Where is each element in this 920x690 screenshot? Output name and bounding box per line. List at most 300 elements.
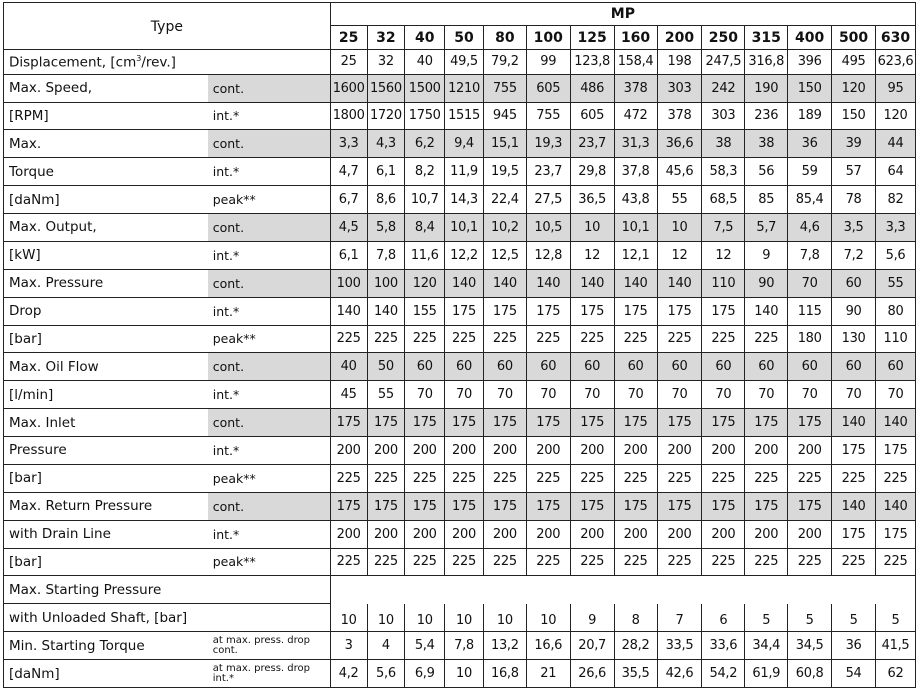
- value-cell: 316,8: [745, 50, 788, 75]
- value-cell: 200: [657, 437, 702, 465]
- value-cell: 3,3: [330, 130, 367, 158]
- value-cell: 4,6: [788, 214, 832, 242]
- value-cell: 225: [526, 464, 570, 492]
- value-cell: 38: [702, 130, 745, 158]
- value-cell: 175: [702, 297, 745, 325]
- value-cell: 175: [702, 492, 745, 520]
- value-cell: 13,2: [483, 632, 526, 660]
- size-header-cell: 100: [526, 26, 570, 50]
- value-cell: 7: [657, 604, 702, 632]
- size-header-cell: 80: [483, 26, 526, 50]
- value-cell: 225: [876, 464, 916, 492]
- value-cell: 200: [570, 437, 614, 465]
- table-row: [4, 604, 916, 632]
- value-cell: 225: [330, 325, 367, 353]
- value-cell: 5: [876, 604, 916, 632]
- value-cell: 5,4: [405, 632, 445, 660]
- row-label: Max. Return Pressure: [4, 492, 208, 520]
- value-cell: 23,7: [526, 158, 570, 186]
- value-cell: 78: [832, 186, 876, 214]
- value-cell: 1515: [445, 102, 484, 130]
- size-header-cell: 500: [832, 26, 876, 50]
- value-cell: 150: [832, 102, 876, 130]
- label-text: /rev.]: [141, 54, 176, 71]
- value-cell: 225: [445, 325, 484, 353]
- series-header: MP: [330, 3, 915, 26]
- value-cell: 225: [832, 464, 876, 492]
- value-cell: 10: [483, 604, 526, 632]
- value-cell: 70: [526, 381, 570, 409]
- value-cell: 12,8: [526, 241, 570, 269]
- value-cell: 44: [876, 130, 916, 158]
- row-label: [kW]: [4, 241, 208, 269]
- value-cell: 43,8: [614, 186, 657, 214]
- value-cell: 70: [570, 381, 614, 409]
- table-row: [4, 214, 916, 242]
- value-cell: 45,6: [657, 158, 702, 186]
- value-cell: 62: [876, 660, 916, 688]
- value-cell: 225: [745, 464, 788, 492]
- value-cell: 54,2: [702, 660, 745, 688]
- value-cell: 200: [614, 520, 657, 548]
- row-sublabel: peak**: [208, 548, 331, 576]
- table-row: [4, 548, 916, 576]
- value-cell: 5: [745, 604, 788, 632]
- value-cell: 755: [526, 102, 570, 130]
- value-cell: 10: [405, 604, 445, 632]
- value-cell: 225: [405, 464, 445, 492]
- row-sublabel: int.*: [208, 520, 331, 548]
- row-sublabel: peak**: [208, 464, 331, 492]
- value-cell: 70: [483, 381, 526, 409]
- row-sublabel: int.*: [208, 102, 331, 130]
- value-cell: 23,7: [570, 130, 614, 158]
- value-cell: 140: [570, 269, 614, 297]
- value-cell: 14,3: [445, 186, 484, 214]
- value-cell: 29,8: [570, 158, 614, 186]
- value-cell: 175: [745, 492, 788, 520]
- value-cell: 79,2: [483, 50, 526, 75]
- value-cell: 225: [702, 325, 745, 353]
- value-cell: 140: [657, 269, 702, 297]
- row-label: [daNm]: [4, 660, 208, 688]
- value-cell: 175: [367, 492, 405, 520]
- value-cell: 155: [405, 297, 445, 325]
- value-cell: 225: [526, 325, 570, 353]
- value-cell: 140: [445, 269, 484, 297]
- value-cell: 140: [745, 297, 788, 325]
- value-cell: 200: [367, 520, 405, 548]
- value-cell: 54: [832, 660, 876, 688]
- value-cell: 225: [614, 548, 657, 576]
- empty-cell: [330, 576, 915, 604]
- value-cell: 70: [702, 381, 745, 409]
- value-cell: 33,5: [657, 632, 702, 660]
- value-cell: 32: [367, 50, 405, 75]
- value-cell: 10: [445, 660, 484, 688]
- value-cell: 6,1: [330, 241, 367, 269]
- value-cell: 175: [483, 409, 526, 437]
- value-cell: 225: [788, 548, 832, 576]
- size-header-cell: 40: [405, 26, 445, 50]
- table-row: [4, 130, 916, 158]
- value-cell: 50: [367, 353, 405, 381]
- value-cell: 378: [614, 74, 657, 102]
- value-cell: 16,6: [526, 632, 570, 660]
- value-cell: 200: [745, 437, 788, 465]
- value-cell: 180: [788, 325, 832, 353]
- row-sublabel: cont.: [208, 269, 331, 297]
- value-cell: 25: [330, 50, 367, 75]
- size-header-cell: 50: [445, 26, 484, 50]
- value-cell: 12: [657, 241, 702, 269]
- value-cell: 80: [876, 297, 916, 325]
- value-cell: 200: [788, 437, 832, 465]
- value-cell: 175: [657, 492, 702, 520]
- value-cell: 60: [614, 353, 657, 381]
- value-cell: 61,9: [745, 660, 788, 688]
- value-cell: 3,5: [832, 214, 876, 242]
- value-cell: 225: [702, 464, 745, 492]
- value-cell: 495: [832, 50, 876, 75]
- value-cell: 1210: [445, 74, 484, 102]
- row-sublabel: cont.: [208, 353, 331, 381]
- value-cell: 140: [832, 492, 876, 520]
- value-cell: 175: [788, 409, 832, 437]
- value-cell: 175: [330, 409, 367, 437]
- value-cell: 60: [570, 353, 614, 381]
- value-cell: 200: [745, 520, 788, 548]
- value-cell: 175: [483, 492, 526, 520]
- value-cell: 175: [876, 520, 916, 548]
- value-cell: 99: [526, 50, 570, 75]
- value-cell: 1750: [405, 102, 445, 130]
- value-cell: 70: [876, 381, 916, 409]
- value-cell: 396: [788, 50, 832, 75]
- value-cell: 175: [832, 437, 876, 465]
- value-cell: 3: [330, 632, 367, 660]
- value-cell: 7,8: [367, 241, 405, 269]
- value-cell: 68,5: [702, 186, 745, 214]
- value-cell: 175: [445, 409, 484, 437]
- value-cell: 225: [570, 464, 614, 492]
- value-cell: 70: [832, 381, 876, 409]
- value-cell: 4,5: [330, 214, 367, 242]
- size-header-cell: 315: [745, 26, 788, 50]
- row-sublabel: at max. press. drop int.*: [208, 660, 331, 688]
- table-row: [4, 576, 916, 604]
- value-cell: 225: [745, 548, 788, 576]
- value-cell: 6: [702, 604, 745, 632]
- value-cell: 225: [483, 548, 526, 576]
- value-cell: 236: [745, 102, 788, 130]
- value-cell: 200: [405, 437, 445, 465]
- table-row: [4, 632, 916, 660]
- value-cell: 200: [702, 437, 745, 465]
- value-cell: 57: [832, 158, 876, 186]
- value-cell: 34,5: [788, 632, 832, 660]
- value-cell: 100: [330, 269, 367, 297]
- row-sublabel: peak**: [208, 325, 331, 353]
- value-cell: 175: [526, 297, 570, 325]
- row-label: [bar]: [4, 325, 208, 353]
- value-cell: 200: [405, 520, 445, 548]
- value-cell: 225: [702, 548, 745, 576]
- size-header-cell: 250: [702, 26, 745, 50]
- value-cell: 60: [483, 353, 526, 381]
- row-sublabel: cont.: [208, 214, 331, 242]
- value-cell: 40: [405, 50, 445, 75]
- value-cell: 175: [526, 409, 570, 437]
- value-cell: 175: [445, 297, 484, 325]
- value-cell: 5: [788, 604, 832, 632]
- value-cell: 36: [832, 632, 876, 660]
- table-row: [4, 520, 916, 548]
- row-sublabel: peak**: [208, 186, 331, 214]
- value-cell: 605: [570, 102, 614, 130]
- value-cell: 7,8: [445, 632, 484, 660]
- row-label: Drop: [4, 297, 208, 325]
- table-row: [4, 437, 916, 465]
- value-cell: 33,6: [702, 632, 745, 660]
- table-row: [4, 325, 916, 353]
- value-cell: 472: [614, 102, 657, 130]
- value-cell: 120: [876, 102, 916, 130]
- value-cell: 60: [832, 353, 876, 381]
- value-cell: 45: [330, 381, 367, 409]
- row-label: Min. Starting Torque: [4, 632, 208, 660]
- value-cell: 31,3: [614, 130, 657, 158]
- value-cell: 42,6: [657, 660, 702, 688]
- value-cell: 303: [702, 102, 745, 130]
- value-cell: 36,6: [657, 130, 702, 158]
- row-sublabel: int.*: [208, 241, 331, 269]
- type-header: Type: [4, 3, 331, 50]
- value-cell: 90: [745, 269, 788, 297]
- value-cell: 7,2: [832, 241, 876, 269]
- value-cell: 85: [745, 186, 788, 214]
- value-cell: 200: [702, 520, 745, 548]
- value-cell: 10: [330, 604, 367, 632]
- value-cell: 1720: [367, 102, 405, 130]
- size-header-cell: 400: [788, 26, 832, 50]
- value-cell: 140: [614, 269, 657, 297]
- value-cell: 1560: [367, 74, 405, 102]
- value-cell: 225: [614, 464, 657, 492]
- value-cell: 225: [330, 548, 367, 576]
- table-row: [4, 269, 916, 297]
- value-cell: 6,9: [405, 660, 445, 688]
- value-cell: 945: [483, 102, 526, 130]
- value-cell: 10: [570, 214, 614, 242]
- table-row: [4, 50, 916, 75]
- label-text: Displacement, [cm: [9, 54, 137, 71]
- value-cell: 38: [745, 130, 788, 158]
- value-cell: 10,5: [526, 214, 570, 242]
- value-cell: 225: [330, 464, 367, 492]
- value-cell: 225: [570, 548, 614, 576]
- value-cell: 123,8: [570, 50, 614, 75]
- value-cell: 200: [526, 437, 570, 465]
- value-cell: 35,5: [614, 660, 657, 688]
- row-sublabel: int.*: [208, 381, 331, 409]
- value-cell: 82: [876, 186, 916, 214]
- value-cell: 605: [526, 74, 570, 102]
- value-cell: 1500: [405, 74, 445, 102]
- table-row: [4, 102, 916, 130]
- size-header-cell: 200: [657, 26, 702, 50]
- value-cell: 225: [526, 548, 570, 576]
- value-cell: 200: [614, 437, 657, 465]
- value-cell: 110: [876, 325, 916, 353]
- value-cell: 200: [330, 520, 367, 548]
- value-cell: 70: [788, 269, 832, 297]
- value-cell: 9: [570, 604, 614, 632]
- value-cell: 225: [745, 325, 788, 353]
- value-cell: 37,8: [614, 158, 657, 186]
- value-cell: 12: [702, 241, 745, 269]
- row-sublabel: at max. press. drop cont.: [208, 632, 331, 660]
- value-cell: 175: [570, 409, 614, 437]
- value-cell: 175: [614, 297, 657, 325]
- value-cell: 1600: [330, 74, 367, 102]
- value-cell: 34,4: [745, 632, 788, 660]
- value-cell: 140: [367, 297, 405, 325]
- value-cell: 190: [745, 74, 788, 102]
- row-sublabel: cont.: [208, 409, 331, 437]
- row-sublabel: cont.: [208, 130, 331, 158]
- value-cell: 158,4: [614, 50, 657, 75]
- value-cell: 225: [367, 548, 405, 576]
- value-cell: 28,2: [614, 632, 657, 660]
- value-cell: 12,5: [483, 241, 526, 269]
- value-cell: 175: [483, 297, 526, 325]
- value-cell: 6,1: [367, 158, 405, 186]
- value-cell: 1800: [330, 102, 367, 130]
- value-cell: 140: [876, 409, 916, 437]
- row-label: [daNm]: [4, 186, 208, 214]
- value-cell: 64: [876, 158, 916, 186]
- value-cell: 225: [657, 548, 702, 576]
- value-cell: 27,5: [526, 186, 570, 214]
- row-label: Torque: [4, 158, 208, 186]
- value-cell: 5,7: [745, 214, 788, 242]
- row-label: [RPM]: [4, 102, 208, 130]
- value-cell: 225: [614, 325, 657, 353]
- value-cell: 140: [526, 269, 570, 297]
- value-cell: 140: [330, 297, 367, 325]
- value-cell: 5,6: [367, 660, 405, 688]
- value-cell: 60: [526, 353, 570, 381]
- size-header-cell: 125: [570, 26, 614, 50]
- value-cell: 59: [788, 158, 832, 186]
- value-cell: 10: [367, 604, 405, 632]
- value-cell: 85,4: [788, 186, 832, 214]
- value-cell: 8,2: [405, 158, 445, 186]
- value-cell: 115: [788, 297, 832, 325]
- value-cell: 95: [876, 74, 916, 102]
- value-cell: 19,5: [483, 158, 526, 186]
- value-cell: 175: [526, 492, 570, 520]
- size-header-cell: 630: [876, 26, 916, 50]
- value-cell: 140: [876, 492, 916, 520]
- value-cell: 10: [657, 214, 702, 242]
- table-row: [4, 186, 916, 214]
- value-cell: 175: [745, 409, 788, 437]
- value-cell: 120: [832, 74, 876, 102]
- value-cell: 175: [570, 492, 614, 520]
- value-cell: 175: [657, 409, 702, 437]
- value-cell: 225: [367, 464, 405, 492]
- size-header-cell: 160: [614, 26, 657, 50]
- value-cell: 225: [445, 464, 484, 492]
- value-cell: 12,1: [614, 241, 657, 269]
- value-cell: 200: [367, 437, 405, 465]
- value-cell: 303: [657, 74, 702, 102]
- value-cell: 198: [657, 50, 702, 75]
- row-sublabel: cont.: [208, 492, 331, 520]
- table-row: [4, 74, 916, 102]
- table-row: [4, 297, 916, 325]
- value-cell: 8,4: [405, 214, 445, 242]
- value-cell: 755: [483, 74, 526, 102]
- value-cell: 9: [745, 241, 788, 269]
- value-cell: 110: [702, 269, 745, 297]
- value-cell: 200: [483, 437, 526, 465]
- row-label: [bar]: [4, 464, 208, 492]
- value-cell: 175: [367, 409, 405, 437]
- value-cell: 10,1: [614, 214, 657, 242]
- value-cell: 10: [526, 604, 570, 632]
- value-cell: 58,3: [702, 158, 745, 186]
- value-cell: 11,9: [445, 158, 484, 186]
- value-cell: 150: [788, 74, 832, 102]
- value-cell: 36: [788, 130, 832, 158]
- value-cell: 90: [832, 297, 876, 325]
- value-cell: 60: [876, 353, 916, 381]
- value-cell: 5,6: [876, 241, 916, 269]
- value-cell: 140: [832, 409, 876, 437]
- value-cell: 21: [526, 660, 570, 688]
- value-cell: 175: [657, 297, 702, 325]
- value-cell: 4,2: [330, 660, 367, 688]
- value-cell: 4,7: [330, 158, 367, 186]
- value-cell: 56: [745, 158, 788, 186]
- table-row: [4, 492, 916, 520]
- value-cell: 55: [876, 269, 916, 297]
- value-cell: 175: [832, 520, 876, 548]
- value-cell: 225: [483, 464, 526, 492]
- value-cell: 200: [483, 520, 526, 548]
- value-cell: 200: [570, 520, 614, 548]
- value-cell: 225: [367, 325, 405, 353]
- value-cell: 623,6: [876, 50, 916, 75]
- motor-spec-table: [3, 2, 916, 688]
- value-cell: 60: [702, 353, 745, 381]
- value-cell: 120: [405, 269, 445, 297]
- value-cell: 70: [788, 381, 832, 409]
- value-cell: 225: [570, 325, 614, 353]
- value-cell: 10,2: [483, 214, 526, 242]
- row-label: Max. Speed,: [4, 74, 208, 102]
- value-cell: 175: [405, 492, 445, 520]
- value-cell: 100: [367, 269, 405, 297]
- value-cell: 200: [788, 520, 832, 548]
- value-cell: 16,8: [483, 660, 526, 688]
- value-cell: 60: [405, 353, 445, 381]
- value-cell: 378: [657, 102, 702, 130]
- value-cell: 60: [445, 353, 484, 381]
